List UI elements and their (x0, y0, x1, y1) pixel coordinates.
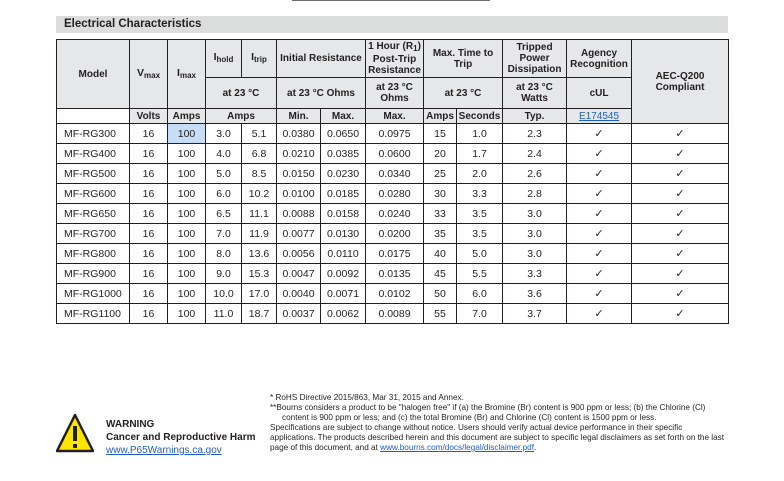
cell-aec: ✓ (632, 264, 729, 284)
table-row (57, 124, 729, 144)
table-row (57, 184, 729, 204)
cell-rmax: 0.0110 (321, 244, 366, 264)
cell-imax: 100 (168, 164, 206, 184)
cell-seconds: 7.0 (457, 304, 503, 324)
electrical-characteristics-table (56, 39, 729, 324)
cell-ihold: 4.0 (206, 144, 242, 164)
cell-power: 3.6 (503, 284, 567, 304)
cell-rmin: 0.0380 (277, 124, 321, 144)
header-aec-q200: AEC-Q200 Compliant (632, 40, 729, 124)
cell-amps: 30 (424, 184, 457, 204)
cell-model: MF-RG800 (57, 244, 130, 264)
cell-amps: 15 (424, 124, 457, 144)
cell-seconds: 3.3 (457, 184, 503, 204)
cell-r1max: 0.0975 (366, 124, 424, 144)
warning-title: WARNING (106, 419, 155, 430)
cell-power: 2.3 (503, 124, 567, 144)
cell-seconds: 6.0 (457, 284, 503, 304)
cell-agency: ✓ (567, 184, 632, 204)
table-row (57, 204, 729, 224)
cell-model: MF-RG400 (57, 144, 130, 164)
cell-vmax: 16 (130, 264, 168, 284)
cell-r1max: 0.0340 (366, 164, 424, 184)
cell-ihold: 6.5 (206, 204, 242, 224)
cell-seconds: 1.7 (457, 144, 503, 164)
cell-r1max: 0.0240 (366, 204, 424, 224)
header-unit-min: Min. (277, 109, 321, 124)
table-row (57, 264, 729, 284)
cell-power: 3.0 (503, 244, 567, 264)
cell-agency: ✓ (567, 284, 632, 304)
cell-vmax: 16 (130, 164, 168, 184)
header-initial-resistance: Initial Resistance (277, 40, 366, 78)
cell-seconds: 2.0 (457, 164, 503, 184)
header-ihold: $I_{hold}$ (206, 40, 242, 78)
cell-amps: 33 (424, 204, 457, 224)
footnote-specs-cont: applications. The products described herein and this document are subject to specific legal disclaimers as set forth on the last (270, 433, 725, 442)
cell-aec: ✓ (632, 224, 729, 244)
footnote-disclaimer: page of this document, and at www.bourns.com/docs/legal/disclaimer.pdf. (270, 443, 537, 452)
cell-agency: ✓ (567, 144, 632, 164)
top-rule (292, 0, 490, 1)
cell-agency: ✓ (567, 124, 632, 144)
cell-rmax: 0.0650 (321, 124, 366, 144)
cell-rmin: 0.0100 (277, 184, 321, 204)
cell-model: MF-RG500 (57, 164, 130, 184)
cell-aec: ✓ (632, 144, 729, 164)
header-unit-max: Max. (321, 109, 366, 124)
header-vmax: $V_{max}$ (130, 40, 168, 109)
cell-itrip: 5.1 (242, 124, 277, 144)
footnote-rohs: * RoHS Directive 2015/863, Mar 31, 2015 and Annex. (270, 393, 464, 402)
cell-model: MF-RG1000 (57, 284, 130, 304)
prop65-warning (106, 418, 256, 457)
cell-vmax: 16 (130, 184, 168, 204)
section-title: Electrical Characteristics (56, 16, 728, 33)
cell-ihold: 8.0 (206, 244, 242, 264)
cell-itrip: 6.8 (242, 144, 277, 164)
header-post-trip-resistance: 1 Hour $(R_1)$ Post-Trip Resistance (366, 40, 424, 78)
cell-rmin: 0.0040 (277, 284, 321, 304)
cell-rmax: 0.0158 (321, 204, 366, 224)
cell-imax: 100 (168, 204, 206, 224)
header-cul: cUL (567, 78, 632, 109)
cell-agency: ✓ (567, 304, 632, 324)
cell-aec: ✓ (632, 284, 729, 304)
cell-vmax: 16 (130, 224, 168, 244)
cell-r1max: 0.0600 (366, 144, 424, 164)
cell-agency: ✓ (567, 224, 632, 244)
warning-link[interactable]: www.P65Warnings.ca.gov (106, 445, 222, 456)
cell-rmax: 0.0130 (321, 224, 366, 244)
header-at23c-watts: at 23 °C Watts (503, 78, 567, 109)
cell-amps: 35 (424, 224, 457, 244)
cell-vmax: 16 (130, 244, 168, 264)
header-agency-recognition: Agency Recognition (567, 40, 632, 78)
cell-vmax: 16 (130, 304, 168, 324)
cell-imax: 100 (168, 144, 206, 164)
cell-r1max: 0.0089 (366, 304, 424, 324)
cell-rmin: 0.0037 (277, 304, 321, 324)
header-units-model-blank (57, 109, 130, 124)
cell-rmin: 0.0056 (277, 244, 321, 264)
cell-seconds: 1.0 (457, 124, 503, 144)
cell-r1max: 0.0102 (366, 284, 424, 304)
cell-agency: ✓ (567, 244, 632, 264)
cell-power: 3.7 (503, 304, 567, 324)
cell-model: MF-RG1100 (57, 304, 130, 324)
cell-model: MF-RG600 (57, 184, 130, 204)
header-unit-amps-hold-trip: Amps (206, 109, 277, 124)
table-row (57, 284, 729, 304)
cell-agency: ✓ (567, 204, 632, 224)
cell-aec: ✓ (632, 304, 729, 324)
cell-seconds: 5.5 (457, 264, 503, 284)
table-row (57, 164, 729, 184)
header-tripped-power: Tripped Power Dissipation (503, 40, 567, 78)
cell-ihold: 6.0 (206, 184, 242, 204)
cell-rmax: 0.0185 (321, 184, 366, 204)
cell-r1max: 0.0280 (366, 184, 424, 204)
cell-ihold: 7.0 (206, 224, 242, 244)
cell-aec: ✓ (632, 244, 729, 264)
cell-amps: 25 (424, 164, 457, 184)
cell-imax: 100 (168, 184, 206, 204)
cell-rmin: 0.0077 (277, 224, 321, 244)
cell-itrip: 18.7 (242, 304, 277, 324)
cell-imax: 100 (168, 284, 206, 304)
cell-rmax: 0.0092 (321, 264, 366, 284)
warning-subtitle: Cancer and Reproductive Harm (106, 432, 256, 443)
cell-model: MF-RG650 (57, 204, 130, 224)
header-unit-time-amps: Amps (424, 109, 457, 124)
file-number-link[interactable]: E174545 (578, 110, 620, 122)
header-unit-volts: Volts (130, 109, 168, 124)
footnote-halogen-cont: content is 900 ppm or less; and (c) the total Bromine (Br) and Chlorine (Cl) content is 1500 ppm or less. (282, 413, 657, 422)
cell-rmax: 0.0230 (321, 164, 366, 184)
cell-ihold: 5.0 (206, 164, 242, 184)
cell-imax: 100 (168, 304, 206, 324)
cell-rmax: 0.0385 (321, 144, 366, 164)
header-itrip: $I_{trip}$ (242, 40, 277, 78)
cell-power: 3.3 (503, 264, 567, 284)
cell-aec: ✓ (632, 204, 729, 224)
cell-vmax: 16 (130, 124, 168, 144)
cell-aec: ✓ (632, 164, 729, 184)
cell-ihold: 3.0 (206, 124, 242, 144)
cell-vmax: 16 (130, 204, 168, 224)
cell-vmax: 16 (130, 144, 168, 164)
header-model: Model (57, 40, 130, 109)
warning-triangle-icon (56, 413, 94, 453)
cell-aec: ✓ (632, 184, 729, 204)
header-unit-amps: Amps (168, 109, 206, 124)
cell-rmin: 0.0210 (277, 144, 321, 164)
table-row (57, 144, 729, 164)
header-file-number[interactable] (567, 109, 632, 124)
header-at23c-ohms-r1: at 23 °C Ohms (366, 78, 424, 109)
cell-power: 2.6 (503, 164, 567, 184)
cell-imax: 100 (168, 124, 206, 144)
cell-imax: 100 (168, 224, 206, 244)
cell-itrip: 17.0 (242, 284, 277, 304)
cell-r1max: 0.0135 (366, 264, 424, 284)
cell-imax: 100 (168, 264, 206, 284)
header-imax: $I_{max}$ (168, 40, 206, 109)
cell-seconds: 5.0 (457, 244, 503, 264)
cell-ihold: 10.0 (206, 284, 242, 304)
footnotes (270, 393, 730, 453)
cell-itrip: 11.9 (242, 224, 277, 244)
cell-itrip: 8.5 (242, 164, 277, 184)
footnote-specs: Specifications are subject to change without notice. Users should verify actual device performance in their specific (270, 423, 683, 432)
header-at23c: at 23 °C (206, 78, 277, 109)
cell-itrip: 15.3 (242, 264, 277, 284)
cell-agency: ✓ (567, 164, 632, 184)
cell-power: 2.8 (503, 184, 567, 204)
cell-model: MF-RG300 (57, 124, 130, 144)
cell-amps: 50 (424, 284, 457, 304)
header-unit-typ: Typ. (503, 109, 567, 124)
cell-rmax: 0.0071 (321, 284, 366, 304)
footnote-halogen: **Bourns considers a product to be "halogen free" if (a) the Bromine (Br) content is 900 ppm or less; (b) the Chlorine (Cl) (270, 403, 706, 412)
cell-r1max: 0.0175 (366, 244, 424, 264)
cell-amps: 55 (424, 304, 457, 324)
cell-model: MF-RG900 (57, 264, 130, 284)
header-at23c-time: at 23 °C (424, 78, 503, 109)
cell-seconds: 3.5 (457, 224, 503, 244)
header-unit-seconds: Seconds (457, 109, 503, 124)
cell-ihold: 9.0 (206, 264, 242, 284)
cell-rmin: 0.0088 (277, 204, 321, 224)
disclaimer-link[interactable]: www.bourns.com/docs/legal/disclaimer.pdf (380, 443, 534, 452)
cell-model: MF-RG700 (57, 224, 130, 244)
cell-rmin: 0.0047 (277, 264, 321, 284)
header-at23c-ohms: at 23 °C Ohms (277, 78, 366, 109)
cell-power: 2.4 (503, 144, 567, 164)
cell-rmin: 0.0150 (277, 164, 321, 184)
cell-rmax: 0.0062 (321, 304, 366, 324)
cell-aec: ✓ (632, 124, 729, 144)
table-row (57, 244, 729, 264)
cell-amps: 20 (424, 144, 457, 164)
cell-seconds: 3.5 (457, 204, 503, 224)
cell-vmax: 16 (130, 284, 168, 304)
cell-itrip: 11.1 (242, 204, 277, 224)
table-row (57, 224, 729, 244)
cell-power: 3.0 (503, 204, 567, 224)
cell-agency: ✓ (567, 264, 632, 284)
cell-amps: 45 (424, 264, 457, 284)
cell-itrip: 10.2 (242, 184, 277, 204)
table-row (57, 304, 729, 324)
cell-imax: 100 (168, 244, 206, 264)
header-max-time-to-trip: Max. Time to Trip (424, 40, 503, 78)
header-unit-max-r1: Max. (366, 109, 424, 124)
cell-r1max: 0.0200 (366, 224, 424, 244)
cell-ihold: 11.0 (206, 304, 242, 324)
cell-amps: 40 (424, 244, 457, 264)
cell-power: 3.0 (503, 224, 567, 244)
cell-itrip: 13.6 (242, 244, 277, 264)
